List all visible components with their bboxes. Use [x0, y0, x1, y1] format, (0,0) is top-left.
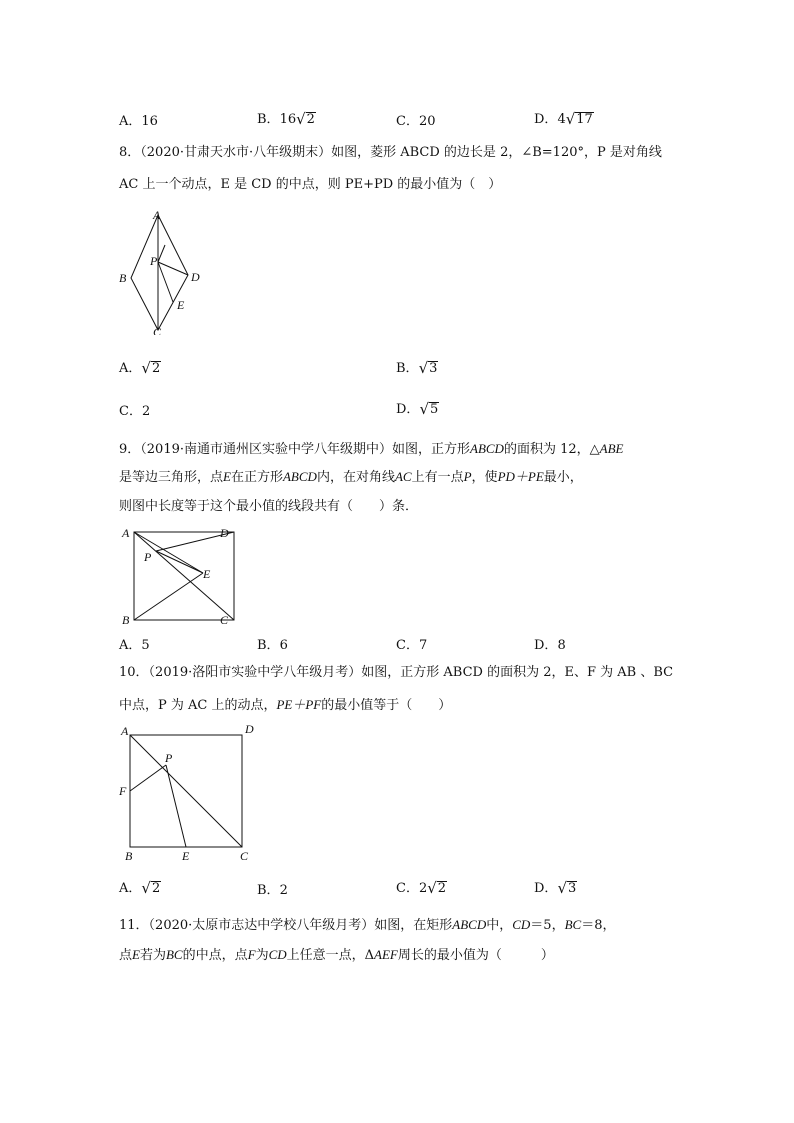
q10-label-e: E	[182, 849, 190, 863]
q8-label-d: D	[191, 270, 200, 284]
q9-label-d: D	[220, 526, 229, 540]
q7-option-d[interactable]: D．4√17	[534, 110, 593, 128]
q10-label-c: C	[240, 849, 249, 863]
q10-option-d[interactable]: D．√3	[534, 879, 577, 897]
q8-label-b: B	[119, 271, 127, 285]
q10-label-a: A	[121, 724, 129, 738]
q10-label-b: B	[125, 849, 133, 863]
q8-rhombus	[131, 215, 188, 330]
q9-diagonal-ac	[134, 532, 234, 620]
q10-segment-pe	[166, 765, 186, 847]
q9-option-a[interactable]: A．5	[119, 638, 150, 653]
q8-label-a: A	[153, 208, 161, 222]
q7-option-c[interactable]: C．20	[396, 114, 436, 129]
q9-label-a: A	[122, 526, 130, 540]
q9-text-line2: 是等边三角形，点E在正方形ABCD内，在对角线AC上有一点P，使PD＋PE最小，	[119, 469, 583, 485]
q8-label-c: C	[153, 325, 162, 335]
q9-label-p: P	[144, 550, 152, 564]
q9-label-c: C	[220, 613, 229, 627]
q11-text-line1: 11．（2020·太原市志达中学校八年级月考）如图，在矩形ABCD中，CD＝5，BC＝8，	[119, 917, 616, 933]
q8-label-e: E	[177, 298, 185, 312]
q9-text-line3: 则图中长度等于这个最小值的线段共有（ ）条．	[119, 499, 419, 514]
q8-text-line2: AC 上一个动点，E 是 CD 的中点，则 PE+PD 的最小值为（ ）	[119, 177, 502, 192]
q8-option-d[interactable]: D．√5	[396, 400, 439, 418]
q8-segment-pa	[158, 245, 165, 262]
q7-option-b[interactable]: B．16√2	[257, 110, 315, 128]
q10-label-d: D	[245, 722, 254, 736]
q8-option-a[interactable]: A．√2	[119, 359, 161, 377]
q9-label-e: E	[203, 567, 211, 581]
q10-label-p: P	[165, 751, 173, 765]
q10-segment-fp	[130, 765, 166, 791]
q9-segment-be	[134, 573, 203, 620]
q8-option-c[interactable]: C．2	[119, 404, 151, 419]
q8-text-line1: 8．（2020·甘肃天水市·八年级期末）如图，菱形 ABCD 的边长是 2，∠B=120°，P 是对角线	[119, 145, 662, 160]
q9-text-line1: 9．（2019·南通市通州区实验中学八年级期中）如图，正方形ABCD的面积为 12，△ABE	[119, 441, 624, 457]
q11-text-line2: 点E若为BC的中点，点F为CD上任意一点，ΔAEF周长的最小值为（ ）	[119, 947, 554, 963]
q9-option-d[interactable]: D．8	[534, 638, 566, 653]
q10-option-a[interactable]: A．√2	[119, 879, 161, 897]
q9-segment-pe	[156, 551, 203, 573]
q10-option-c[interactable]: C．2√2	[396, 879, 447, 897]
q8-label-p: P	[150, 254, 158, 268]
q8-rhombus-figure	[115, 205, 215, 335]
q10-text-line2: 中点，P 为 AC 上的动点，PE＋PF的最小值等于（ ）	[119, 697, 452, 713]
q10-diagonal-ac	[130, 735, 242, 847]
q8-option-b[interactable]: B．√3	[396, 359, 438, 377]
q9-option-c[interactable]: C．7	[396, 638, 428, 653]
q10-label-f: F	[119, 784, 127, 798]
q9-label-b: B	[122, 613, 130, 627]
q10-option-b[interactable]: B．2	[257, 883, 288, 898]
q9-option-b[interactable]: B．6	[257, 638, 288, 653]
q7-option-a[interactable]: A．16	[119, 114, 158, 129]
q9-square-figure	[115, 522, 240, 627]
q10-text-line1: 10．（2019·洛阳市实验中学八年级月考）如图，正方形 ABCD 的面积为 2，E、F 为 AB 、BC	[119, 665, 674, 680]
q10-square-figure	[115, 720, 260, 865]
